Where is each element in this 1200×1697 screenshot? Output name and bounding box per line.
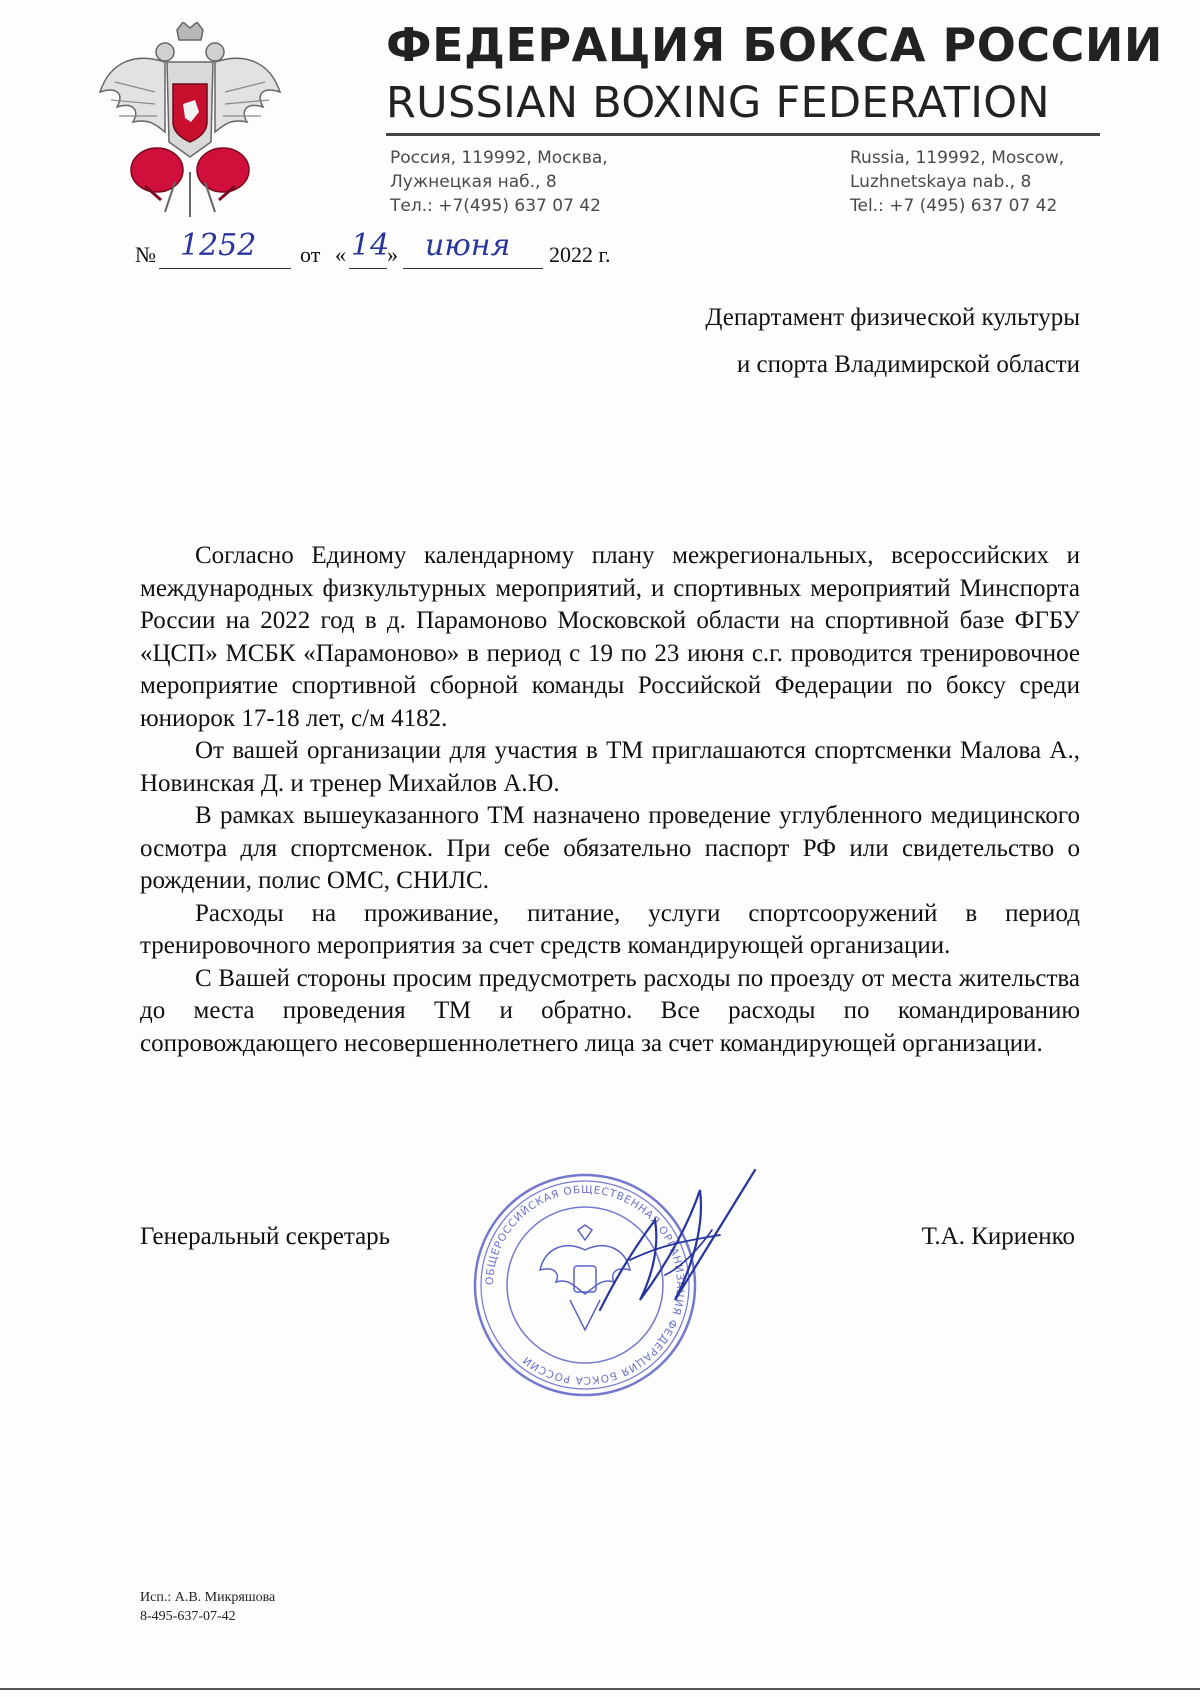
- date-month: июня: [425, 228, 511, 263]
- federation-emblem-icon: [95, 22, 285, 222]
- open-quote: «: [335, 242, 346, 267]
- address-en-line: Russia, 119992, Moscow,: [850, 148, 1065, 168]
- page-bottom-edge: [0, 1688, 1200, 1690]
- address-en-line: Luzhnetskaya nab., 8: [850, 172, 1032, 192]
- signatory-title: Генеральный секретарь: [140, 1223, 391, 1250]
- address-en-line: Tel.: +7 (495) 637 07 42: [850, 196, 1058, 216]
- signatory-name: Т.А. Кириенко: [921, 1223, 1075, 1250]
- recipient-line: Департамент физической культуры: [705, 304, 1080, 331]
- handwritten-signature-icon: [580, 1150, 770, 1340]
- day-underline: [349, 268, 387, 269]
- number-underline: [159, 268, 291, 269]
- executor-phone: 8-495-637-07-42: [140, 1609, 236, 1624]
- body-paragraph: Согласно Единому календарному плану межрегиональных, всероссийских и международных физкультурных мероприятий, и спортивных мероприятий Минспорта России на 2022 год в д. Парамоново Московской области на спортивной базе ФГБУ «ЦСП» МСБК «Парамоново» в период с 19 по 23 июня с.г. проводится тренировочное мероприятие спортивной сборной команды Российской Федерации по боксу среди юниорок 17-18 лет, с/м 4182.: [140, 542, 1080, 732]
- org-name-ru: ФЕДЕРАЦИЯ БОКСА РОССИИ: [386, 18, 1163, 72]
- date-year: 2022 г.: [549, 242, 611, 267]
- address-ru-line: Россия, 119992, Москва,: [390, 148, 608, 168]
- body-paragraph: Расходы на проживание, питание, услуги спортсооружений в период тренировочного мероприятия за счет средств командирующей организации.: [140, 899, 1080, 959]
- letter-body: [140, 540, 1080, 1060]
- recipient-line: и спорта Владимирской области: [736, 351, 1080, 378]
- recipient-block: [705, 294, 1080, 388]
- body-paragraph: С Вашей стороны просим предусмотреть расходы по проезду от места жительства до места проведения ТМ и обратно. Все расходы по командированию сопровождающего несовершеннолетнего лица за счет командирующей организации.: [140, 964, 1080, 1057]
- number-prefix: №: [135, 242, 156, 267]
- org-name-en: RUSSIAN BOXING FEDERATION: [386, 78, 1050, 128]
- from-label: от: [300, 242, 321, 267]
- close-quote: »: [387, 242, 398, 267]
- body-paragraph: В рамках вышеуказанного ТМ назначено проведение углубленного медицинского осмотра для спортсменок. При себе обязательно паспорт РФ или свидетельство о рождении, полис ОМС, СНИЛС.: [140, 802, 1080, 894]
- executor-name: Исп.: А.В. Микряшова: [140, 1590, 276, 1605]
- letter-number: 1252: [180, 228, 257, 263]
- stamp-text: ОБЩЕРОССИЙСКАЯ ОБЩЕСТВЕННАЯ ОРГАНИЗАЦИЯ ФЕДЕРАЦИЯ БОКСА РОССИИ: [483, 1183, 687, 1387]
- reference-line: [135, 228, 655, 274]
- address-ru-line: Тел.: +7(495) 637 07 42: [390, 196, 601, 216]
- address-ru-line: Лужнецкая наб., 8: [390, 172, 557, 192]
- date-day: 14: [351, 228, 390, 263]
- body-paragraph: От вашей организации для участия в ТМ приглашаются спортсменки Малова А., Новинская Д. и тренер Михайлов А.Ю.: [140, 737, 1080, 797]
- executor-info: [140, 1588, 275, 1626]
- month-underline: [403, 268, 543, 269]
- address-en: [850, 146, 1064, 218]
- header-divider: [386, 133, 1100, 136]
- address-ru: [390, 146, 608, 218]
